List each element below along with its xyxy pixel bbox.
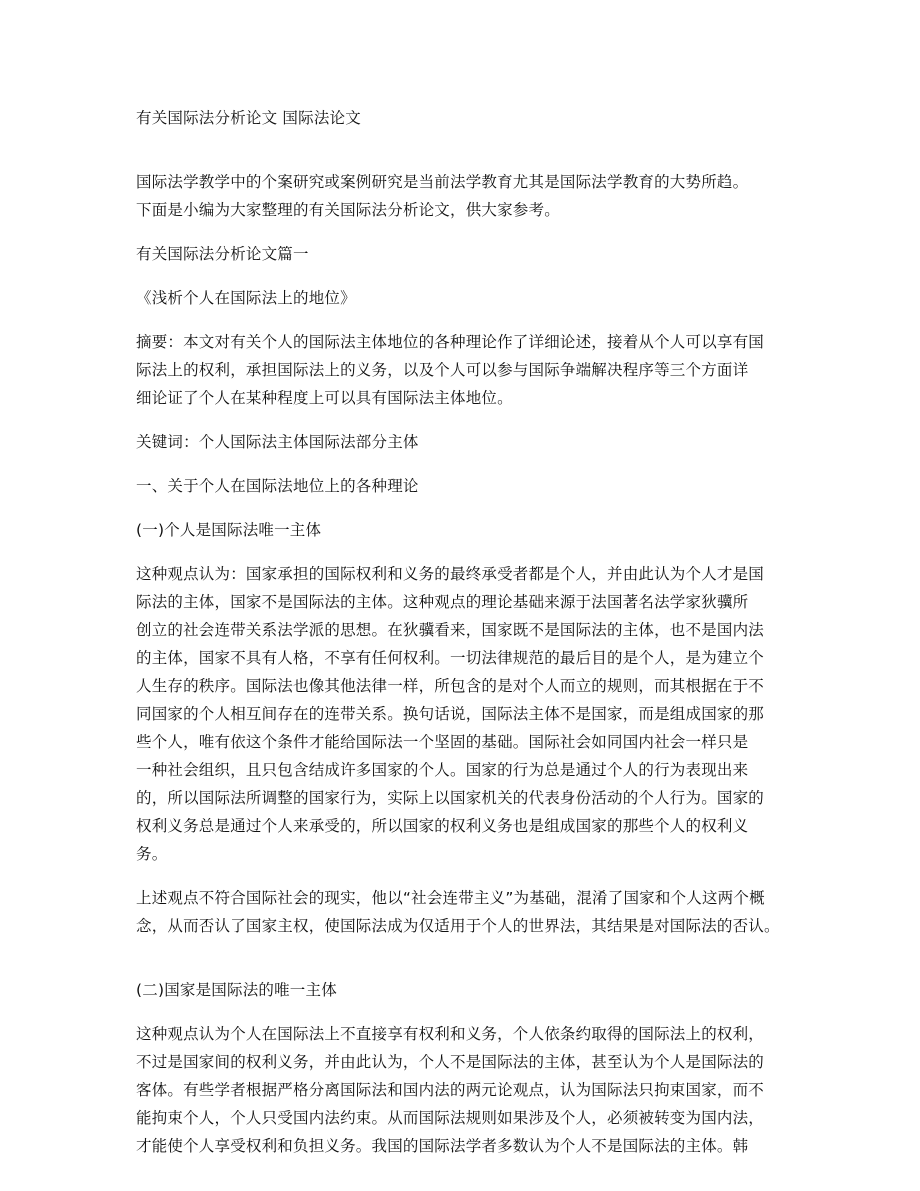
document-title: 有关国际法分析论文 国际法论文 — [136, 109, 361, 127]
paragraph-line: 务。 — [136, 845, 168, 863]
abstract-line: 细论证了个人在某种程度上可以具有国际法主体地位。 — [136, 389, 513, 407]
keywords: 关键词：个人国际法主体国际法部分主体 — [136, 433, 419, 451]
intro-line: 下面是小编为大家整理的有关国际法分析论文，供大家参考。 — [136, 201, 560, 219]
paragraph-line: 的，所以国际法所调整的国家行为，实际上以国家机关的代表身份活动的个人行为。国家的 — [136, 789, 765, 807]
paragraph-line: 这种观点认为个人在国际法上不直接享有权利和义务，个人依条约取得的国际法上的权利， — [136, 1025, 765, 1043]
paragraph-line: 创立的社会连带关系法学派的思想。在狄骥看来，国家既不是国际法的主体，也不是国内法 — [136, 621, 765, 639]
body-paragraph — [136, 1020, 796, 1160]
paragraph-line: 客体。有些学者根据严格分离国际法和国内法的两元论观点，认为国际法只拘束国家，而不 — [136, 1081, 765, 1099]
paragraph-line: 上述观点不符合国际社会的现实，他以“社会连带主义”为基础，混淆了国家和个人这两个概 — [136, 889, 765, 907]
paragraph-line: 的主体，国家不具有人格，不享有任何权利。一切法律规范的最后目的是个人，是为建立个 — [136, 649, 765, 667]
paragraph-line: 不过是国家间的权利义务，并由此认为，个人不是国际法的主体，甚至认为个人是国际法的 — [136, 1053, 765, 1071]
paragraph-line: 一种社会组织，且只包含结成许多国家的个人。国家的行为总是通过个人的行为表现出来 — [136, 761, 749, 779]
subheading: (二)国家是国际法的唯一主体 — [136, 981, 337, 999]
body-paragraph — [136, 884, 796, 940]
paragraph-line: 同国家的个人相互间存在的连带关系。换句话说，国际法主体不是国家，而是组成国家的那 — [136, 705, 765, 723]
paragraph-line: 人生存的秩序。国际法也像其他法律一样，所包含的是对个人而立的规则，而其根据在于不 — [136, 677, 765, 695]
abstract-paragraph — [136, 328, 796, 412]
section-heading: 有关国际法分析论文篇一 — [136, 245, 309, 263]
paragraph-line: 能拘束个人，个人只受国内法约束。从而国际法规则如果涉及个人，必须被转变为国内法， — [136, 1109, 765, 1127]
article-title: 《浅析个人在国际法上的地位》 — [136, 289, 356, 307]
intro-paragraph — [136, 168, 796, 224]
paragraph-line: 念，从而否认了国家主权，使国际法成为仅适用于个人的世界法，其结果是对国际法的否认。 — [136, 917, 780, 935]
paragraph-line: 权利义务总是通过个人来承受的，所以国家的权利义务也是组成国家的那些个人的权利义 — [136, 817, 749, 835]
abstract-line: 际法上的权利，承担国际法上的义务，以及个人可以参与国际争端解决程序等三个方面详 — [136, 361, 749, 379]
intro-line: 国际法学教学中的个案研究或案例研究是当前法学教育尤其是国际法学教育的大势所趋。 — [136, 173, 749, 191]
paragraph-line: 才能使个人享受权利和负担义务。我国的国际法学者多数认为个人不是国际法的主体。韩 — [136, 1137, 749, 1155]
paragraph-line: 些个人，唯有依这个条件才能给国际法一个坚固的基础。国际社会如同国内社会一样只是 — [136, 733, 749, 751]
body-paragraph — [136, 560, 796, 868]
paragraph-line: 际法的主体，国家不是国际法的主体。这种观点的理论基础来源于法国著名法学家狄骥所 — [136, 593, 749, 611]
document-page — [136, 104, 796, 1160]
chapter-heading: 一、关于个人在国际法地位上的各种理论 — [136, 477, 419, 495]
subheading: (一)个人是国际法唯一主体 — [136, 521, 322, 539]
paragraph-line: 这种观点认为：国家承担的国际权利和义务的最终承受者都是个人，并由此认为个人才是国 — [136, 565, 765, 583]
abstract-line: 摘要：本文对有关个人的国际法主体地位的各种理论作了详细论述，接着从个人可以享有国 — [136, 333, 765, 351]
